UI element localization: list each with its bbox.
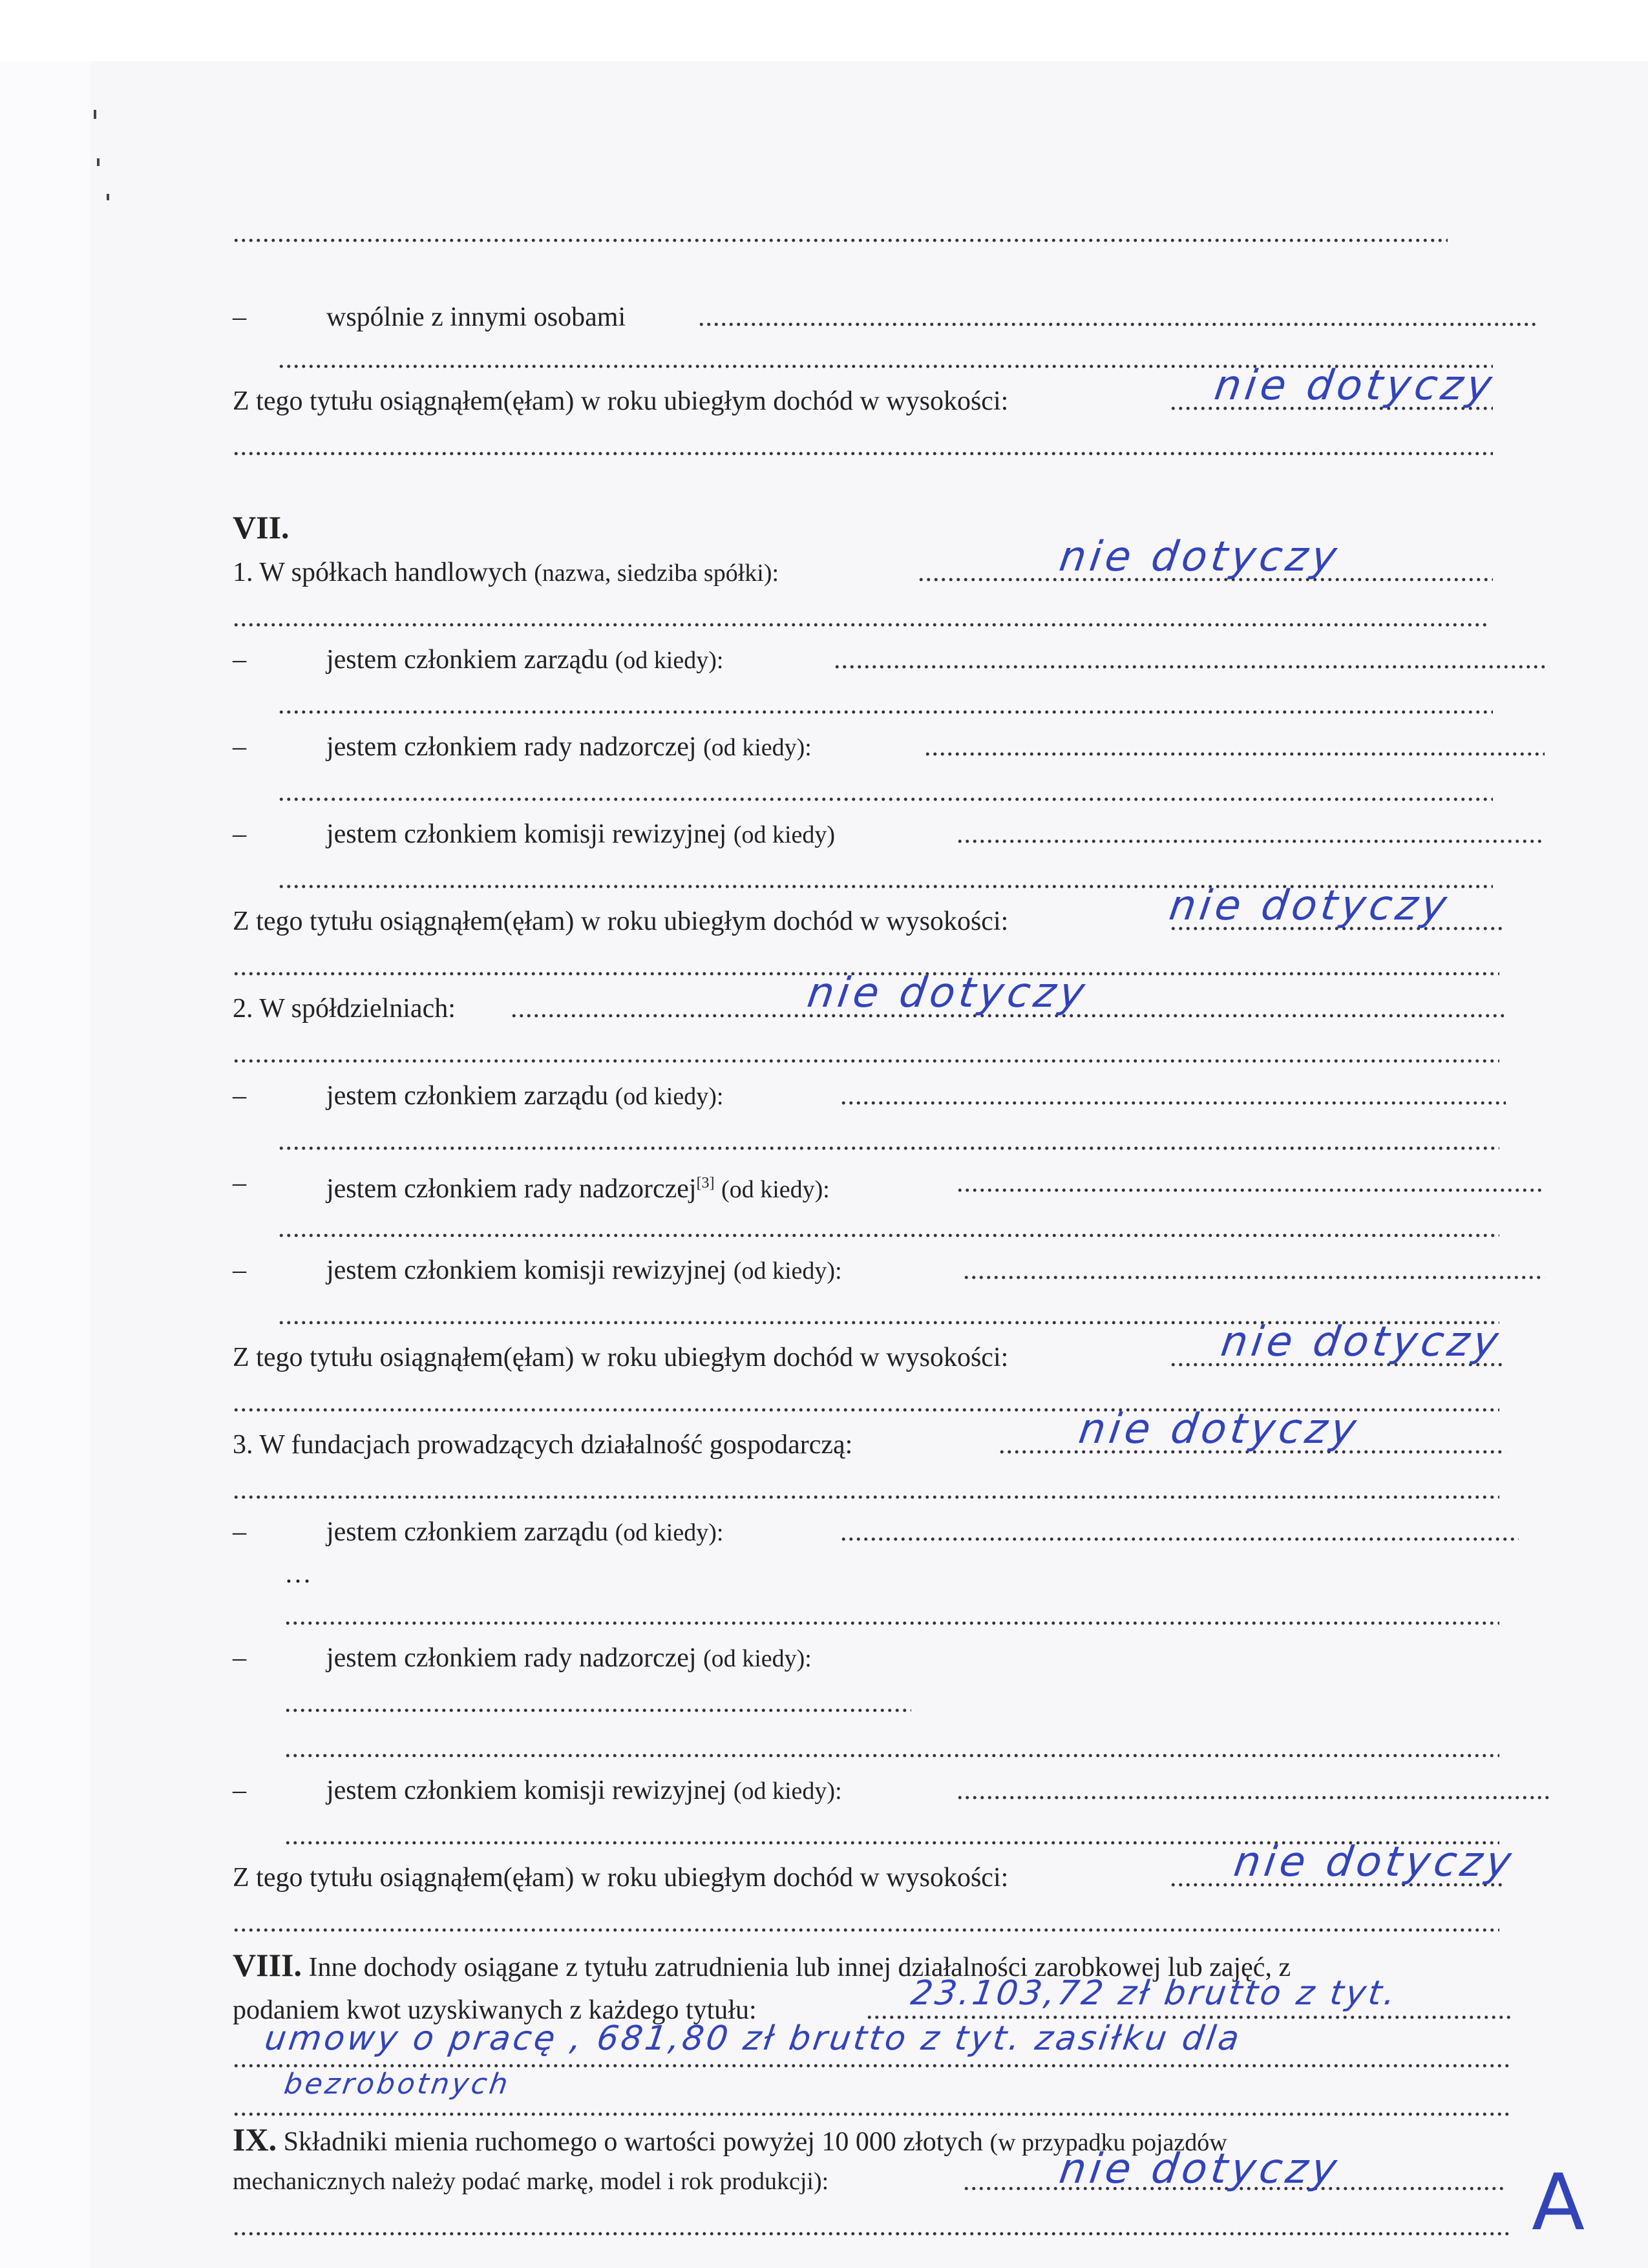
dash: – bbox=[233, 1776, 246, 1805]
section-ix-heading: IX. bbox=[233, 2121, 277, 2158]
item1-note: (nazwa, siedziba spółki): bbox=[534, 560, 779, 587]
section-vii-item2: 2. W spółdzielniach: bbox=[233, 994, 456, 1024]
dash: – bbox=[233, 732, 246, 762]
dotted-line bbox=[233, 2210, 1512, 2243]
dash: – bbox=[233, 1168, 246, 1198]
handwritten-income-2: umowy o pracę , 681,80 zł brutto z tyt. zasiłku dla bbox=[262, 2019, 1244, 2058]
dotted-line bbox=[233, 430, 1493, 463]
section-vii-heading: VII. bbox=[233, 509, 290, 545]
handwritten-nie-dotyczy: nie dotyczy bbox=[1231, 1838, 1518, 1886]
od-kiedy: (od kiedy) bbox=[733, 821, 836, 848]
dash: – bbox=[233, 1081, 246, 1111]
dash: – bbox=[233, 1517, 246, 1547]
scan-top-band bbox=[0, 0, 1648, 61]
section-viii-heading: VIII. bbox=[233, 1947, 302, 1983]
handwritten-nie-dotyczy: nie dotyczy bbox=[1218, 1318, 1505, 1366]
od-kiedy: (od kiedy): bbox=[615, 1083, 724, 1110]
od-kiedy: (od kiedy): bbox=[615, 647, 724, 674]
handwritten-nie-dotyczy: nie dotyczy bbox=[1075, 1405, 1363, 1453]
od-kiedy: (od kiedy): bbox=[703, 1645, 812, 1672]
zarzad-label bbox=[326, 1515, 723, 1549]
dash: – bbox=[233, 1255, 246, 1285]
handwritten-nie-dotyczy: nie dotyczy bbox=[804, 969, 1092, 1017]
dash: – bbox=[233, 819, 246, 849]
dash: – bbox=[233, 1643, 246, 1673]
handwritten-nie-dotyczy: nie dotyczy bbox=[1211, 362, 1499, 410]
income-label: Z tego tytułu osiągnąłem(ęłam) w roku ubiegłym dochód w wysokości: bbox=[233, 1343, 1009, 1372]
ellipsis: … bbox=[284, 1559, 312, 1589]
section-ix-line2: mechanicznych należy podać markę, model i rok produkcji): bbox=[233, 2168, 829, 2195]
zarzad-label bbox=[326, 643, 723, 677]
zarzad-text: jestem członkiem zarządu bbox=[326, 645, 609, 675]
dotted-line bbox=[840, 1079, 1506, 1113]
dotted-line bbox=[278, 1212, 1499, 1245]
dotted-line bbox=[956, 1774, 1551, 1807]
od-kiedy: (od kiedy): bbox=[733, 1257, 842, 1285]
dotted-line bbox=[284, 1732, 1499, 1765]
zarzad-text: jestem członkiem zarządu bbox=[326, 1081, 609, 1111]
income-label: Z tego tytułu osiągnąłem(ęłam) w roku ubiegłym dochód w wysokości: bbox=[233, 386, 1009, 416]
rada-text: jestem członkiem rady nadzorczej bbox=[326, 1643, 697, 1673]
rada-label bbox=[326, 1641, 812, 1675]
dotted-line bbox=[924, 730, 1545, 764]
dotted-line bbox=[834, 643, 1545, 677]
dotted-line bbox=[233, 1473, 1499, 1507]
dotted-line bbox=[956, 1166, 1545, 1200]
komisja-label bbox=[326, 1254, 842, 1288]
signature-initial: A bbox=[1532, 2158, 1585, 2248]
dotted-line bbox=[840, 1515, 1519, 1549]
handwritten-nie-dotyczy: nie dotyczy bbox=[1166, 882, 1453, 930]
handwritten-income-1: 23.103,72 zł brutto z tyt. bbox=[908, 1974, 1400, 2013]
income-label: Z tego tytułu osiągnąłem(ęłam) w roku ubiegłym dochód w wysokości: bbox=[233, 1863, 1009, 1893]
section-ix-text1: Składniki mienia ruchomego o wartości powyżej 10 000 złotych bbox=[283, 2127, 984, 2157]
dotted-line bbox=[233, 1906, 1499, 1940]
footnote-ref: [3] bbox=[696, 1175, 715, 1192]
od-kiedy: (od kiedy): bbox=[721, 1176, 830, 1203]
item1-text: 1. W spółkach handlowych bbox=[233, 558, 527, 587]
dotted-line bbox=[963, 1254, 1545, 1287]
dotted-line bbox=[284, 1686, 911, 1720]
dotted-line bbox=[233, 601, 1486, 635]
section-viii-text1: Inne dochody osiągane z tytułu zatrudnienia lub innej działalności zarobkowej lub zajęć, z bbox=[308, 1953, 1291, 1982]
dotted-line bbox=[698, 300, 1538, 334]
margin-mark bbox=[107, 194, 109, 200]
section-vii-item3: 3. W fundacjach prowadzących działalność gospodarczą: bbox=[233, 1430, 853, 1460]
zarzad-text: jestem członkiem zarządu bbox=[326, 1517, 609, 1547]
margin-mark bbox=[97, 158, 100, 166]
komisja-label bbox=[326, 817, 835, 852]
od-kiedy: (od kiedy): bbox=[703, 734, 812, 761]
dotted-line bbox=[278, 1124, 1499, 1158]
section-viii-line2: podaniem kwot uzyskiwanych z każdego tytułu: bbox=[233, 1995, 757, 2025]
zarzad-label bbox=[326, 1079, 723, 1113]
komisja-text: jestem członkiem komisji rewizyjnej bbox=[326, 819, 727, 849]
handwritten-income-3: bezrobotnych bbox=[282, 2068, 512, 2101]
komisja-text: jestem członkiem komisji rewizyjnej bbox=[326, 1255, 727, 1285]
section-ix-note: (w przypadku pojazdów bbox=[989, 2129, 1227, 2156]
dotted-line bbox=[956, 817, 1545, 851]
section-vii-item1 bbox=[233, 556, 779, 590]
margin-mark bbox=[94, 110, 96, 119]
dash: – bbox=[233, 302, 246, 332]
rada-text: jestem członkiem rady nadzorczej bbox=[326, 732, 697, 762]
handwritten-nie-dotyczy: nie dotyczy bbox=[1056, 2145, 1344, 2193]
rada-label bbox=[326, 1166, 830, 1206]
od-kiedy: (od kiedy): bbox=[733, 1778, 842, 1805]
dotted-line bbox=[284, 1599, 1499, 1633]
rada-label bbox=[326, 730, 812, 764]
dotted-line bbox=[278, 775, 1493, 809]
dotted-line bbox=[233, 216, 1448, 250]
dotted-line bbox=[278, 688, 1493, 722]
handwritten-nie-dotyczy: nie dotyczy bbox=[1056, 533, 1344, 581]
dash: – bbox=[233, 645, 246, 675]
income-label: Z tego tytułu osiągnąłem(ęłam) w roku ubiegłym dochód w wysokości: bbox=[233, 907, 1009, 936]
komisja-text: jestem członkiem komisji rewizyjnej bbox=[326, 1776, 727, 1805]
rada-text: jestem członkiem rady nadzorczej bbox=[326, 1174, 697, 1204]
od-kiedy: (od kiedy): bbox=[615, 1519, 724, 1546]
wspolnie-label: wspólnie z innymi osobami bbox=[326, 302, 626, 332]
komisja-label bbox=[326, 1774, 842, 1808]
dotted-line bbox=[233, 1037, 1499, 1071]
